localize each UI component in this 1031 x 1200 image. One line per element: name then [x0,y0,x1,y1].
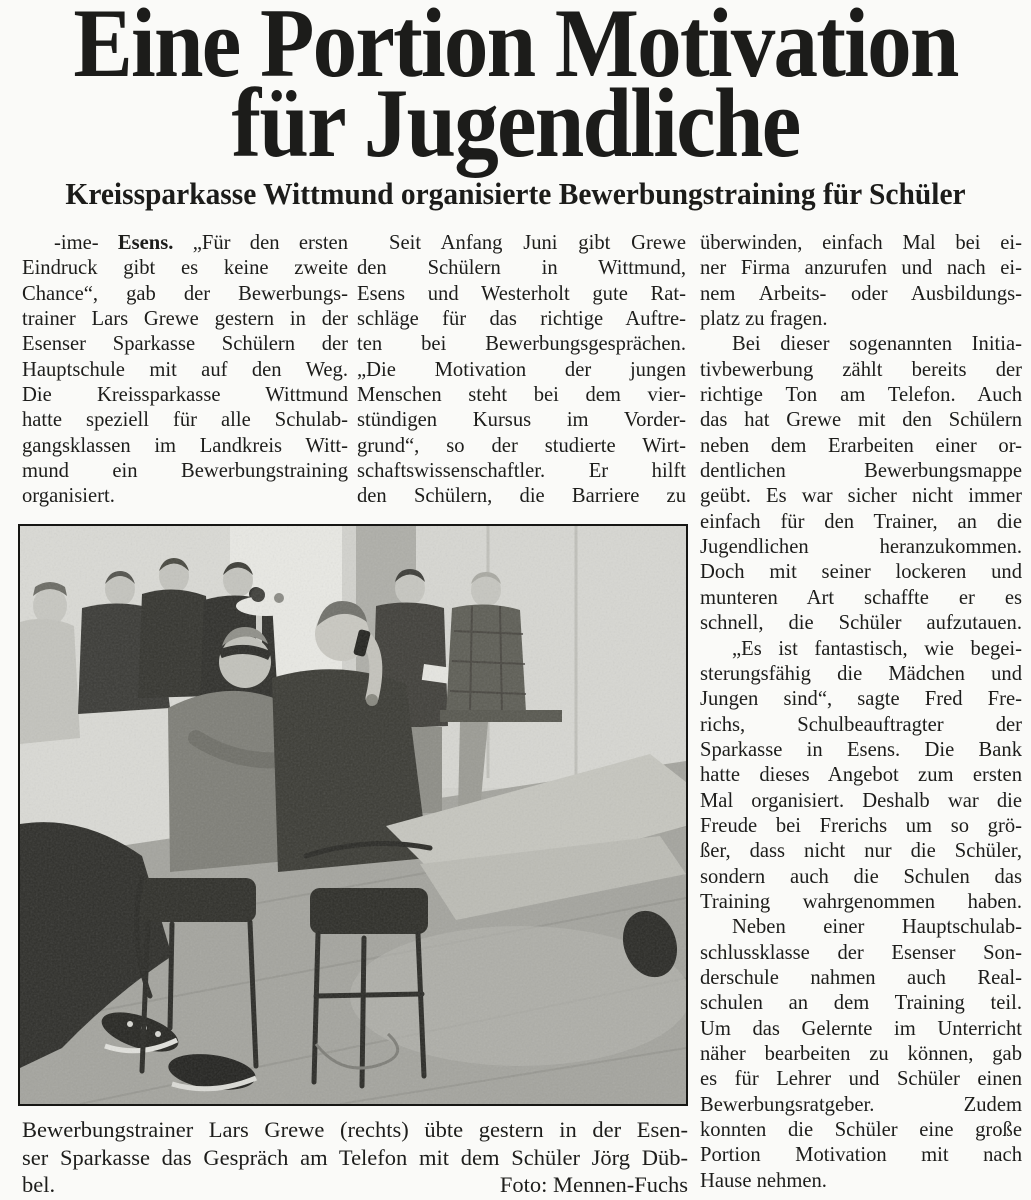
photo-credit: Foto: Mennen-Fuchs [499,1172,688,1197]
line-text: ner Firma anzurufen und nach ei- [700,257,1022,280]
text-line [700,839,1022,864]
line-text: Eindruck gibt es keine zweite [22,257,348,280]
line-text: ten bei Bewerbungsgesprächen. [357,333,686,356]
text-line [700,687,1022,712]
caption-line-3 [22,1171,688,1199]
text-line [357,231,686,256]
caption-line-1: Bewerbungstrainer Lars Grewe (rechts) übte gestern in der Esen- [22,1117,688,1142]
text-line [700,408,1022,433]
text-line [700,637,1022,662]
photo-grain-overlay [20,526,686,1104]
caption-line-2: ser Sparkasse das Gespräch am Telefon mit dem Schüler Jörg Düb- [22,1144,688,1170]
line-text: „Für den ersten [173,232,348,254]
text-line [700,941,1022,966]
article-column-1 [22,231,348,510]
line-text: hatte speziell für alle Schulab- [22,409,348,432]
line-text: Sparkasse in Esens. Die Bank [700,738,1022,761]
text-line [357,434,686,459]
text-line [700,586,1022,611]
text-line [700,231,1022,256]
line-text: mund ein Bewerbungstraining [22,460,348,483]
text-line [22,408,348,433]
line-text: Freude bei Frerichs um so grö- [700,814,1022,837]
line-text: neben dem Erarbeiten einer or- [700,434,1022,457]
text-line [700,713,1022,738]
text-line [22,434,348,459]
text-line [357,256,686,281]
text-line [700,383,1022,408]
text-line [700,789,1022,814]
text-line [700,510,1022,535]
line-text: Die Kreissparkasse Wittmund [22,384,348,407]
text-line [357,307,686,332]
text-line [22,383,348,408]
article-column-3 [700,231,1022,1194]
line-text: Bewerbungsratgeber. Zudem [700,1093,1022,1116]
text-line [700,865,1022,890]
text-line [22,231,348,256]
line-text: nem Arbeits- oder Ausbildungs- [700,282,1022,305]
line-text: trainer Lars Grewe gestern in der [22,308,348,331]
caption-end-text: bel. [22,1172,56,1197]
line-text: munteren Art schaffte er es [700,586,1022,609]
line-text: näher bearbeiten zu können, gab [700,1043,1022,1065]
line-text: Menschen steht bei dem vier- [357,384,686,407]
line-text: Um das Gelernte im Unterricht [700,1017,1022,1040]
line-text: derschule nahmen auch Real- [700,966,1022,989]
text-line [700,966,1022,991]
line-text: hatte dieses Angebot zum ersten [700,764,1022,787]
text-line [700,535,1022,560]
text-line [700,1093,1022,1118]
line-text: Neben einer Hauptschulab- [732,916,1022,939]
line-text: schulen an dem Training teil. [700,992,1022,1015]
line-text: organisiert. [22,485,115,508]
text-line [700,1042,1022,1067]
text-line [700,434,1022,459]
text-line [700,814,1022,839]
line-text: Chance“, gab der Bewerbungs- [22,282,348,305]
text-line [22,307,348,332]
text-line [22,459,348,484]
line-text: Portion Motivation mit nach [700,1144,1022,1167]
text-line [700,459,1022,484]
line-text: Jungen sind“, sagte Fred Fre- [700,688,1022,711]
text-line [700,1169,1022,1194]
headline [0,0,1031,178]
line-text: Jugendlichen heranzukommen. [700,536,1022,559]
text-line [700,991,1022,1016]
text-line [700,1017,1022,1042]
line-text: überwinden, einfach Mal bei ei- [700,232,1022,254]
line-text: Bei dieser sogenannten Initia- [732,333,1022,356]
text-line [357,332,686,357]
line-text: einfach für den Trainer, an die [700,510,1022,533]
text-line [357,484,686,509]
text-line [700,307,1022,332]
line-text: schnell, die Schüler aufzutauen. [700,612,1022,635]
text-line [700,332,1022,357]
line-text: schläge für das richtige Auftre- [357,308,686,331]
text-line [700,1118,1022,1143]
line-text: den Schülern, die Barriere zu [357,485,686,508]
dateline-bold: Esens. [117,232,174,254]
line-text: sondern auch die Schulen das [700,865,1022,888]
line-text: dentlichen Bewerbungsmappe [700,460,1022,483]
line-text: das hat Grewe mit den Schülern [700,409,1022,432]
line-text: -ime- [54,232,118,254]
text-line [22,484,348,509]
line-text: ßer, dass nicht nur die Schüler, [700,840,1022,863]
line-text: den Schülern in Wittmund, [357,257,686,280]
text-line [700,256,1022,281]
text-line [357,408,686,433]
line-text: es für Lehrer und Schüler einen [700,1068,1022,1091]
text-line [700,890,1022,915]
text-line [22,256,348,281]
line-text: Hause nehmen. [700,1169,827,1192]
line-text: Training wahrgenommen haben. [700,890,1022,913]
text-line [700,358,1022,383]
text-line [700,915,1022,940]
text-line [700,738,1022,763]
text-line [700,1067,1022,1092]
line-text: Doch mit seiner lockeren und [700,561,1022,584]
text-line [700,611,1022,636]
line-text: tivbewerbung zählt bereits der [700,358,1022,381]
text-line [700,662,1022,687]
text-line [700,1143,1022,1168]
text-line [22,332,348,357]
photo-image [20,526,686,1104]
line-text: grund“, so der studierte Wirt- [357,434,686,457]
text-line [357,459,686,484]
line-text: Seit Anfang Juni gibt Grewe [389,232,686,254]
line-text: geübt. Es war sicher nicht immer [700,485,1022,508]
article-photo [18,524,688,1106]
line-text: stündigen Kursus im Vorder- [357,409,686,432]
line-text: schlussklasse der Esenser Son- [700,941,1022,964]
text-line [700,560,1022,585]
text-line [22,358,348,383]
line-text: konnten die Schüler eine große [700,1119,1022,1142]
line-text: Esenser Sparkasse Schülern der [22,333,348,356]
line-text: richtige Ton am Telefon. Auch [700,384,1022,407]
line-text: platz zu fragen. [700,308,828,331]
headline-line1: Eine Portion Motivation [73,0,958,98]
text-line [700,763,1022,788]
headline-line2: für Jugendliche [231,69,800,178]
line-text: sterungsfähig die Mädchen und [700,662,1022,685]
line-text: gangsklassen im Landkreis Witt- [22,434,348,457]
text-line [22,282,348,307]
line-text: „Es ist fantastisch, wie begei- [732,637,1022,660]
line-text: Mal organisiert. Deshalb war die [700,789,1022,812]
text-line [700,282,1022,307]
text-line [357,383,686,408]
line-text: Hauptschule mit auf den Weg. [22,358,348,381]
line-text: Esens und Westerholt gute Rat- [357,282,686,305]
line-text: richs, Schulbeauftragter der [700,713,1022,736]
line-text: schaftswissenschaftler. Er hilft [357,460,686,483]
subheadline: Kreissparkasse Wittmund organisierte Bewerbungstraining für Schüler [65,176,966,211]
photo-caption [22,1116,688,1199]
text-line [357,282,686,307]
line-text: „Die Motivation der jungen [357,358,686,381]
text-line [700,484,1022,509]
text-line [357,358,686,383]
article-column-2 [357,231,686,510]
